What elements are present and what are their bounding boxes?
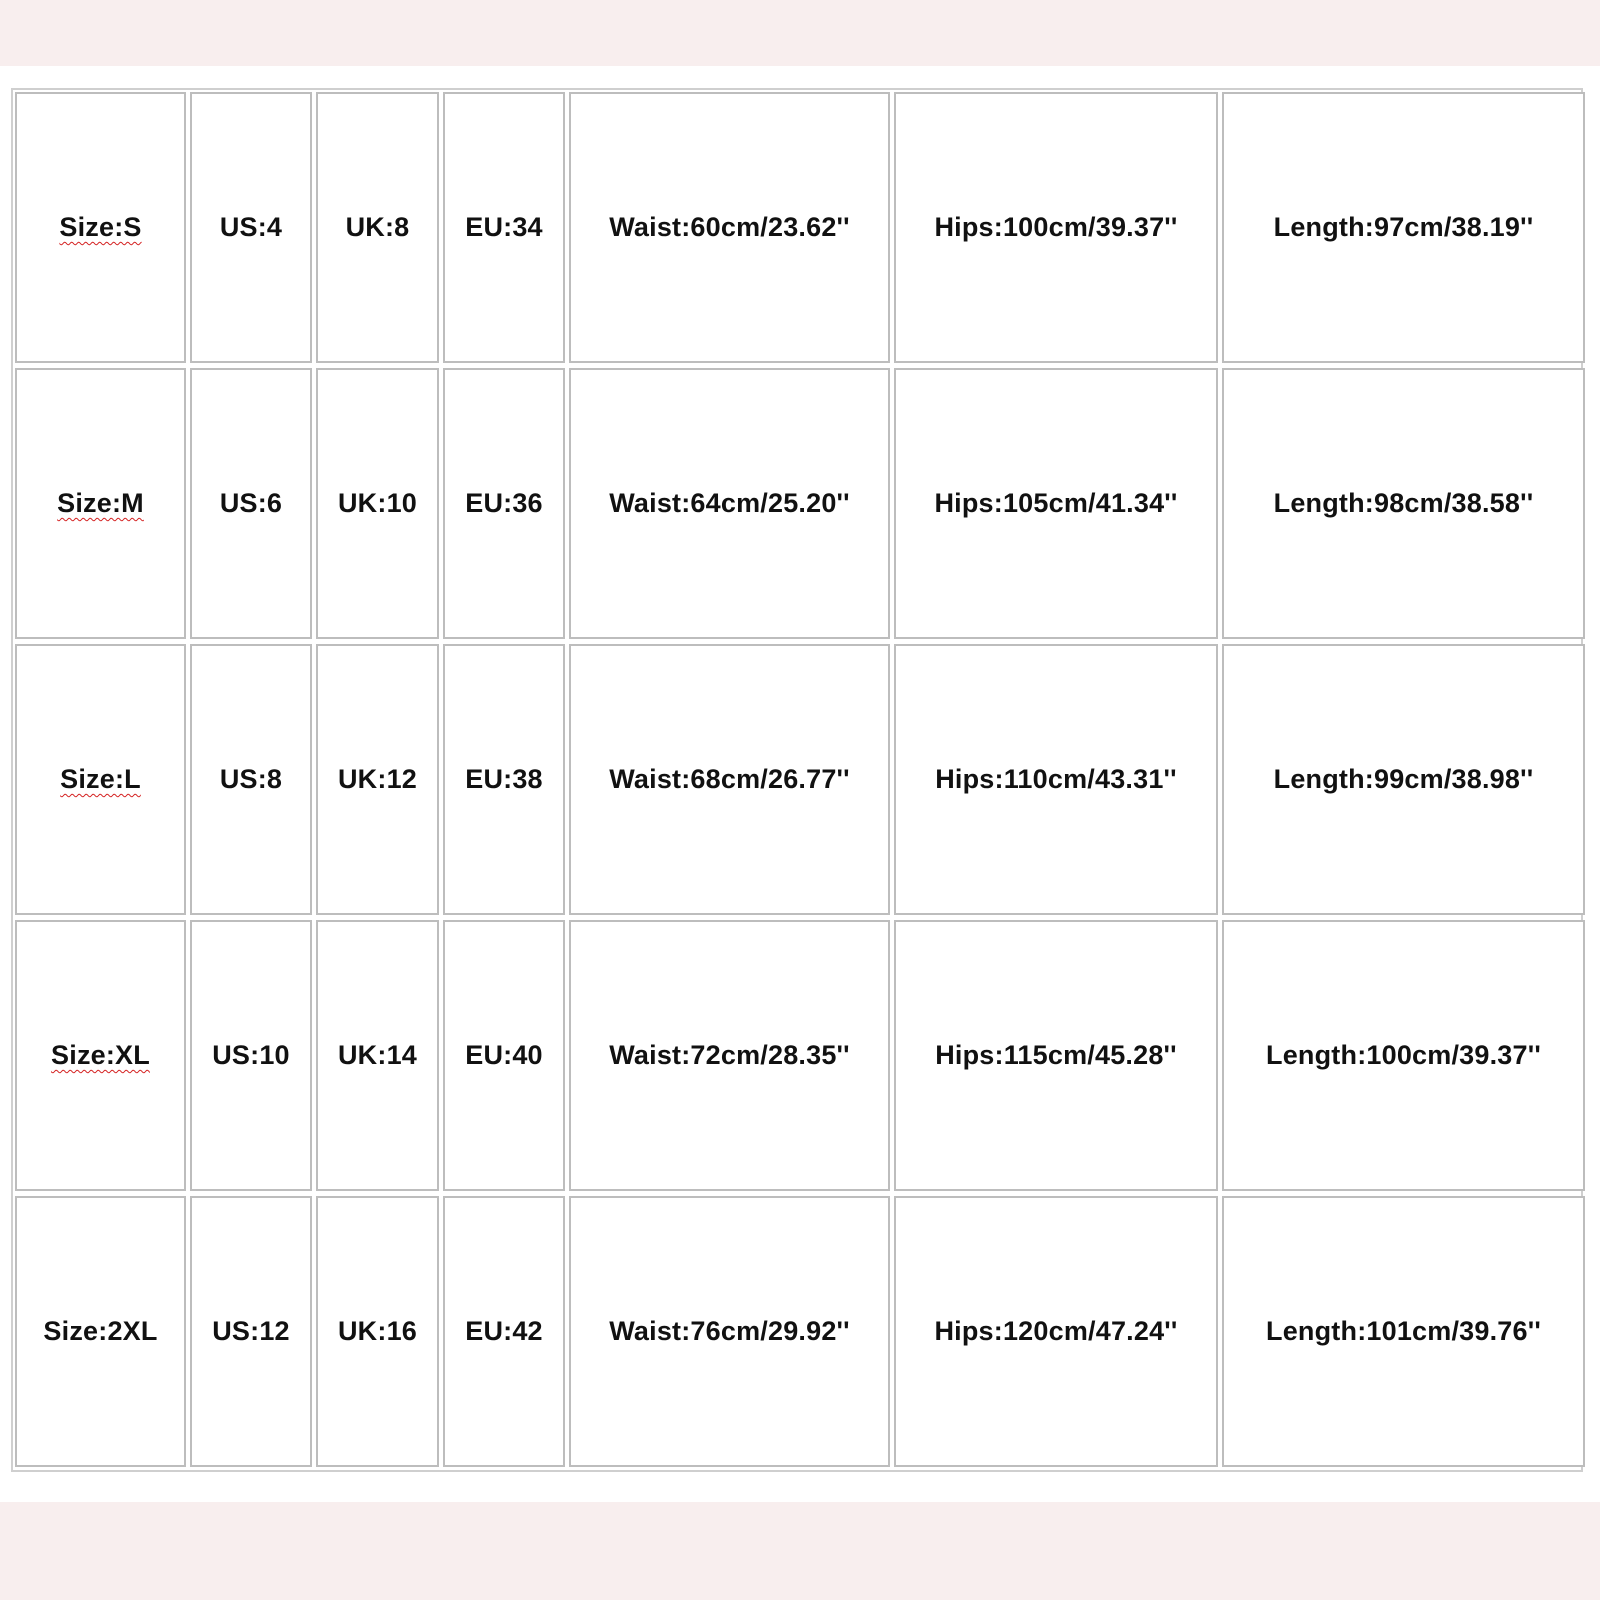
- table-cell-us: US:10: [190, 920, 312, 1191]
- size-label: Size:L: [60, 764, 141, 794]
- table-cell-us: US:4: [190, 92, 312, 363]
- table-cell-length: Length:99cm/38.98'': [1222, 644, 1585, 915]
- table-cell-size: [15, 920, 186, 1191]
- table-cell-eu: EU:36: [443, 368, 565, 639]
- table-cell-uk: UK:8: [316, 92, 439, 363]
- table-cell-hips: Hips:110cm/43.31'': [894, 644, 1218, 915]
- table-cell-length: Length:97cm/38.19'': [1222, 92, 1585, 363]
- table-cell-uk: UK:14: [316, 920, 439, 1191]
- table-cell-size: [15, 1196, 186, 1467]
- table-cell-waist: Waist:60cm/23.62'': [569, 92, 890, 363]
- table-cell-us: US:8: [190, 644, 312, 915]
- table-cell-waist: Waist:64cm/25.20'': [569, 368, 890, 639]
- size-chart-table: [15, 92, 1579, 1468]
- table-cell-uk: UK:12: [316, 644, 439, 915]
- size-label: Size:M: [57, 488, 144, 518]
- table-cell-length: Length:100cm/39.37'': [1222, 920, 1585, 1191]
- table-cell-hips: Hips:100cm/39.37'': [894, 92, 1218, 363]
- table-cell-size: [15, 92, 186, 363]
- table-cell-hips: Hips:120cm/47.24'': [894, 1196, 1218, 1467]
- table-cell-size: [15, 644, 186, 915]
- table-cell-size: [15, 368, 186, 639]
- table-cell-length: Length:98cm/38.58'': [1222, 368, 1585, 639]
- table-cell-waist: Waist:76cm/29.92'': [569, 1196, 890, 1467]
- table-cell-eu: EU:34: [443, 92, 565, 363]
- table-cell-hips: Hips:105cm/41.34'': [894, 368, 1218, 639]
- table-cell-length: Length:101cm/39.76'': [1222, 1196, 1585, 1467]
- size-label: Size:XL: [51, 1040, 150, 1070]
- table-cell-hips: Hips:115cm/45.28'': [894, 920, 1218, 1191]
- table-cell-waist: Waist:68cm/26.77'': [569, 644, 890, 915]
- table-cell-us: US:6: [190, 368, 312, 639]
- table-cell-uk: UK:10: [316, 368, 439, 639]
- table-cell-eu: EU:40: [443, 920, 565, 1191]
- table-cell-eu: EU:38: [443, 644, 565, 915]
- size-label: Size:S: [59, 212, 142, 242]
- size-label: Size:2XL: [43, 1316, 158, 1346]
- table-cell-uk: UK:16: [316, 1196, 439, 1467]
- table-cell-us: US:12: [190, 1196, 312, 1467]
- table-cell-waist: Waist:72cm/28.35'': [569, 920, 890, 1191]
- table-cell-eu: EU:42: [443, 1196, 565, 1467]
